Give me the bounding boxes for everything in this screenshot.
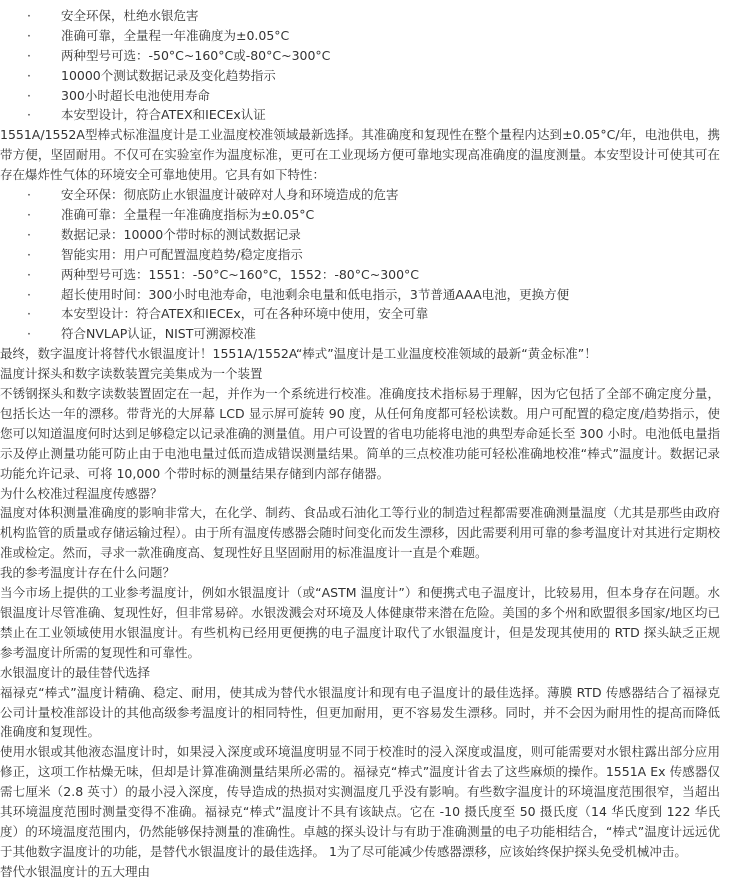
section-paragraph: 福禄克“棒式”温度计精确、稳定、耐用，使其成为替代水银温度计和现有电子温度计的最佳选择。薄膜 RTD 传感器结合了福禄克公司计量校准部设计的其他高级参考温度计的相同特性，但更加耐用，更不容易发生漂移。同时，并不会因为耐用性的提高而降低准确度和复现性。 <box>0 684 720 740</box>
list-item <box>0 245 750 265</box>
list-item-text: 准确可靠：全量程一年准确度指标为±0.05°C <box>61 206 315 222</box>
feature-list-1 <box>0 6 750 125</box>
section-heading: 我的参考温度计存在什么问题？ <box>0 565 176 581</box>
bullet-mark: · <box>27 8 31 23</box>
section-heading: 水银温度计的最佳替代选择 <box>0 664 151 680</box>
bullet-mark: · <box>27 187 31 203</box>
conclusion-line: 最终，数字温度计将替代水银温度计！1551A/1552A“棒式”温度计是工业温度校准领域的最新“黄金标准”！ <box>0 346 597 362</box>
list-item-text: 本安型设计：符合ATEX和IECEx，可在各种环境中使用，安全可靠 <box>61 306 429 322</box>
bullet-mark: · <box>27 47 31 63</box>
list-item-text: 数据记录：10000个带时标的测试数据记录 <box>61 226 301 242</box>
bullet-mark: · <box>27 286 31 302</box>
list-item-text: 符合NVLAP认证，NIST可溯源校准 <box>61 326 256 342</box>
list-item-text: 准确可靠，全量程一年准确度为±0.05°C <box>61 27 290 43</box>
bullet-mark: · <box>27 107 31 123</box>
list-item-text: 安全环保：彻底防止水银温度计破碎对人身和环境造成的危害 <box>61 187 399 203</box>
list-item <box>0 66 750 86</box>
section-heading: 为什么校准过程温度传感器？ <box>0 485 163 501</box>
list-item-text: 超长使用时间：300小时电池寿命，电池剩余电量和低电指示，3节普通AAA电池，更换方便 <box>61 286 570 302</box>
list-item <box>0 265 750 285</box>
section-paragraph: 不锈钢探头和数字读数装置固定在一起，并作为一个系统进行校准。准确度技术指标易于理解，因为它包括了全部不确定度分量，包括长达一年的漂移。带背光的大屏幕 LCD 显示屏可旋转 90 度，从任何角度都可轻松读数。用户可配置的稳定度/趋势指示，使您可以知道温度何时达到足够稳定以记录准确的测量值。用户可设置的省电功能将电池的典型寿命延长至 300 小时。电池低电量指示及停止测量功能可防止由于电池电量过低而造成错误测量结果。简单的三点校准功能可轻松准确地校准“棒式”温度计。数据记录功能允许记录、可将 10,000 个带时标的测量结果存储到内部存储器。 <box>0 386 720 481</box>
list-item-text: 两种型号可选：-50°C~160°C或-80°C~300°C <box>61 47 331 63</box>
intro-paragraph: 1551A/1552A型棒式标准温度计是工业温度校准领域最新选择。其准确度和复现性在整个量程内达到±0.05°C/年，电池供电，携带方便，坚固耐用。不仅可在实验室作为温度标准，更可在工业现场方便可靠地实现高准确度的温度测量。本安型设计可使其可在存在爆炸性气体的环境安全可靠地使用。它具有如下特性： <box>0 127 720 183</box>
list-item-text: 300小时超长电池使用寿命 <box>61 87 210 103</box>
list-item <box>0 185 750 205</box>
list-item <box>0 86 750 106</box>
section-paragraph: 温度对体积测量准确度的影响非常大，在化学、制药、食品或石油化工等行业的制造过程都需要准确测量温度（尤其是那些由政府机构监管的质量或存储运输过程）。由于所有温度传感器会随时间变化而发生漂移，因此需要利用可靠的参考温度计对其进行定期校准或检定。然而，寻求一款准确度高、复现性好且坚固耐用的标准温度计一直是个难题。 <box>0 505 720 561</box>
bullet-mark: · <box>27 87 31 103</box>
feature-list-2 <box>0 185 750 344</box>
bullet-mark: · <box>27 306 31 322</box>
list-item <box>0 324 750 344</box>
list-item <box>0 46 750 66</box>
list-item-text: 本安型设计，符合ATEX和IECEx认证 <box>61 107 266 123</box>
list-item-text: 10000个测试数据记录及变化趋势指示 <box>61 67 276 83</box>
section-paragraph: 当今市场上提供的工业参考温度计，例如水银温度计（或“ASTM 温度计”）和便携式电子温度计，比较易用，但本身存在问题。水银温度计尽管准确、复现性好，但非常易碎。水银泼溅会对环境及人体健康带来潜在危险。美国的多个州和欧盟很多国家/地区均已禁止在工业领域使用水银温度计。有些机构已经用更便携的电子温度计取代了水银温度计，但是发现其使用的 RTD 探头缺乏正规参考温度计所需的复现性和可靠性。 <box>0 585 720 660</box>
list-item <box>0 304 750 324</box>
list-item <box>0 285 750 305</box>
list-item <box>0 105 750 125</box>
bullet-mark: · <box>27 246 31 262</box>
bullet-mark: · <box>27 206 31 222</box>
list-item-text: 两种型号可选：1551：-50°C~160°C，1552：-80°C~300°C <box>61 266 420 282</box>
list-item-text: 智能实用：用户可配置温度趋势/稳定度指示 <box>61 246 303 262</box>
list-item <box>0 205 750 225</box>
section-paragraph: 使用水银或其他液态温度计时，如果浸入深度或环境温度明显不同于校准时的浸入深度或温度，则可能需要对水银柱露出部分应用修正，这项工作枯燥无味，但却是计算准确测量结果所必需的。福禄克“棒式”温度计省去了这些麻烦的操作。1551A Ex 传感器仅需七厘米（2.8 英寸）的最小浸入深度，传导造成的热损对实测温度几乎没有影响。有些数字温度计的环境温度范围很窄，当超出其环境温度范围时测量变得不准确。福禄克“棒式”温度计不具有该缺点。它在 -10 摄氏度至 50 摄氏度（14 华氏度到 122 华氏度）的环境温度范围内，仍然能够保持测量的准确性。卓越的探头设计与有助于准确测量的电子功能相结合，“棒式”温度计远远优于其他数字温度计的功能，是替代水银温度计的最佳选择。 1为了尽可能减少传感器漂移，应该始终保护探头免受机械冲击。 <box>0 744 720 859</box>
section-heading: 温度计探头和数字读数装置完美集成为一个装置 <box>0 366 263 382</box>
list-item <box>0 26 750 46</box>
bullet-mark: · <box>27 326 31 342</box>
list-item-text: 安全环保，杜绝水银危害 <box>61 8 199 23</box>
bullet-mark: · <box>27 27 31 43</box>
section-heading: 替代水银温度计的五大理由 <box>0 863 151 879</box>
list-item <box>0 225 750 245</box>
bullet-mark: · <box>27 226 31 242</box>
bullet-mark: · <box>27 266 31 282</box>
list-item <box>0 6 750 26</box>
bullet-mark: · <box>27 67 31 83</box>
